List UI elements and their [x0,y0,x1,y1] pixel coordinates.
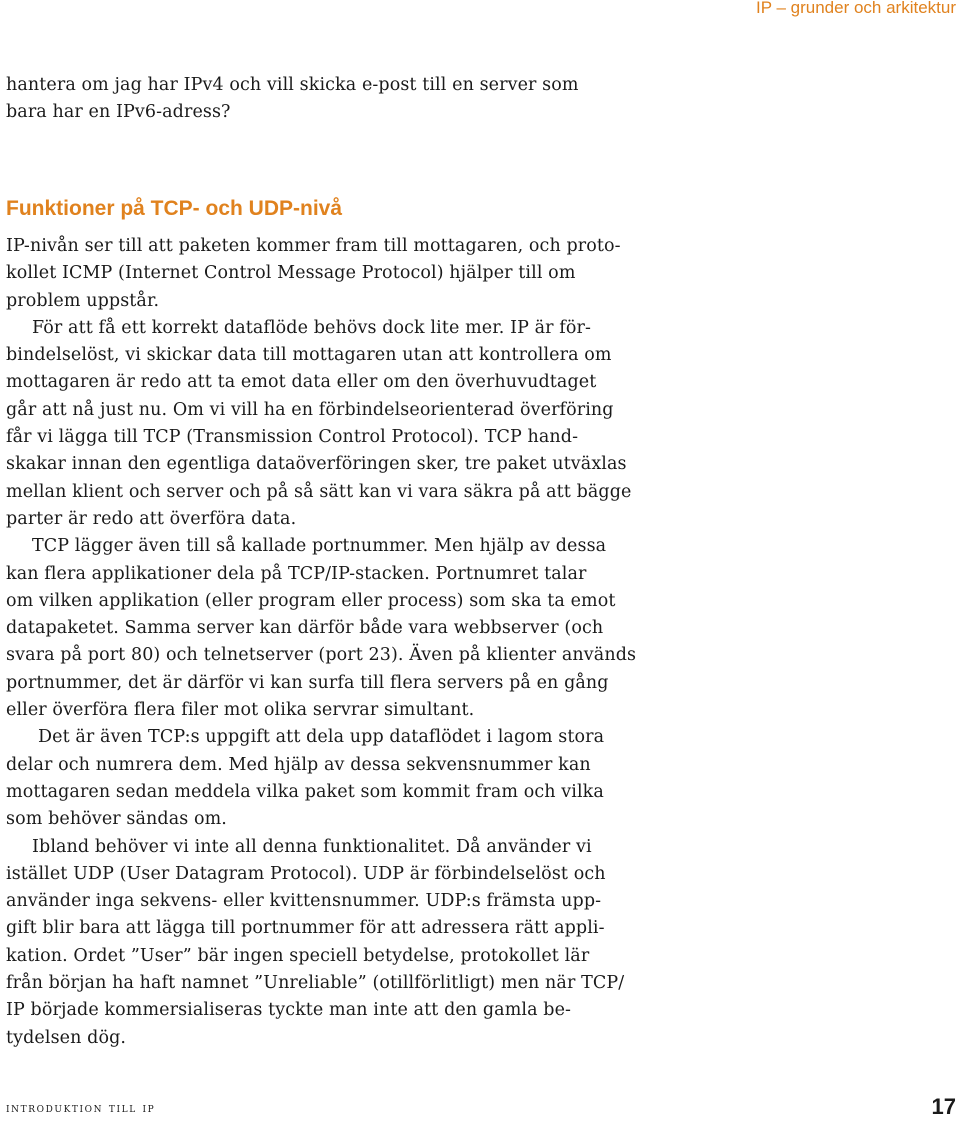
text-line: IP började kommersialiseras tyckte man inte att den gamla be- [6,1000,572,1021]
section-body [6,233,666,1052]
footer-book-title: introduktion till ip [6,1101,156,1116]
text-line: som behöver sändas om. [6,809,227,830]
text-line: får vi lägga till TCP (Transmission Control Protocol). TCP hand- [6,427,579,448]
text-line: svara på port 80) och telnetserver (port 23). Även på klienter används [6,645,637,666]
text-line: om vilken applikation (eller program eller process) som ska ta emot [6,590,616,611]
text-line: kation. Ordet ”User” bär ingen speciell betydelse, protokollet lär [6,945,590,966]
text-line: För att få ett korrekt dataflöde behövs dock lite mer. IP är för- [32,317,591,338]
text-line: från början ha haft namnet ”Unreliable” (otillförlitligt) men när TCP/ [6,973,625,994]
intro-paragraph [6,72,666,127]
text-line: går att nå just nu. Om vi vill ha en förbindelseorienterad överföring [6,399,614,420]
text-line: Ibland behöver vi inte all denna funktionalitet. Då använder vi [32,836,592,857]
text-line: delar och numrera dem. Med hjälp av dessa sekvensnummer kan [6,754,591,775]
section-heading: Funktioner på TCP- och UDP-nivå [6,197,343,220]
text-line: kan flera applikationer dela på TCP/IP-stacken. Portnumret talar [6,563,587,584]
text-line: parter är redo att överföra data. [6,508,297,529]
text-line: bara har en IPv6-adress? [6,102,231,123]
text-line: problem uppstår. [6,290,160,311]
text-line: Det är även TCP:s uppgift att dela upp dataflödet i lagom stora [38,727,605,748]
text-line: hantera om jag har IPv4 och vill skicka e-post till en server som [6,75,579,95]
text-line: portnummer, det är därför vi kan surfa till flera servers på en gång [6,672,609,693]
text-line: istället UDP (User Datagram Protocol). UDP är förbindelselöst och [6,863,606,884]
text-line: IP-nivån ser till att paketen kommer fram till mottagaren, och proto- [6,236,621,256]
text-line: mellan klient och server och på så sätt kan vi vara säkra på att bägge [6,481,632,502]
text-line: gift blir bara att lägga till portnummer för att adressera rätt appli- [6,918,605,939]
text-line: tydelsen dög. [6,1027,127,1048]
text-line: bindelselöst, vi skickar data till mottagaren utan att kontrollera om [6,345,612,366]
text-line: TCP lägger även till så kallade portnummer. Men hjälp av dessa [32,536,607,557]
text-line: använder inga sekvens- eller kvittensnummer. UDP:s främsta upp- [6,891,602,912]
text-line: datapaketet. Samma server kan därför både vara webbserver (och [6,618,604,639]
text-line: mottagaren är redo att ta emot data eller om den överhuvudtaget [6,372,597,393]
text-line: skakar innan den egentliga dataöverföringen sker, tre paket utväxlas [6,454,627,475]
page-number: 17 [931,1094,956,1119]
running-header: IP – grunder och arkitektur [755,0,956,17]
text-line: mottagaren sedan meddela vilka paket som kommit fram och vilka [6,781,604,802]
text-line: kollet ICMP (Internet Control Message Protocol) hjälper till om [6,263,576,284]
text-line: eller överföra flera filer mot olika servrar simultant. [6,700,475,721]
